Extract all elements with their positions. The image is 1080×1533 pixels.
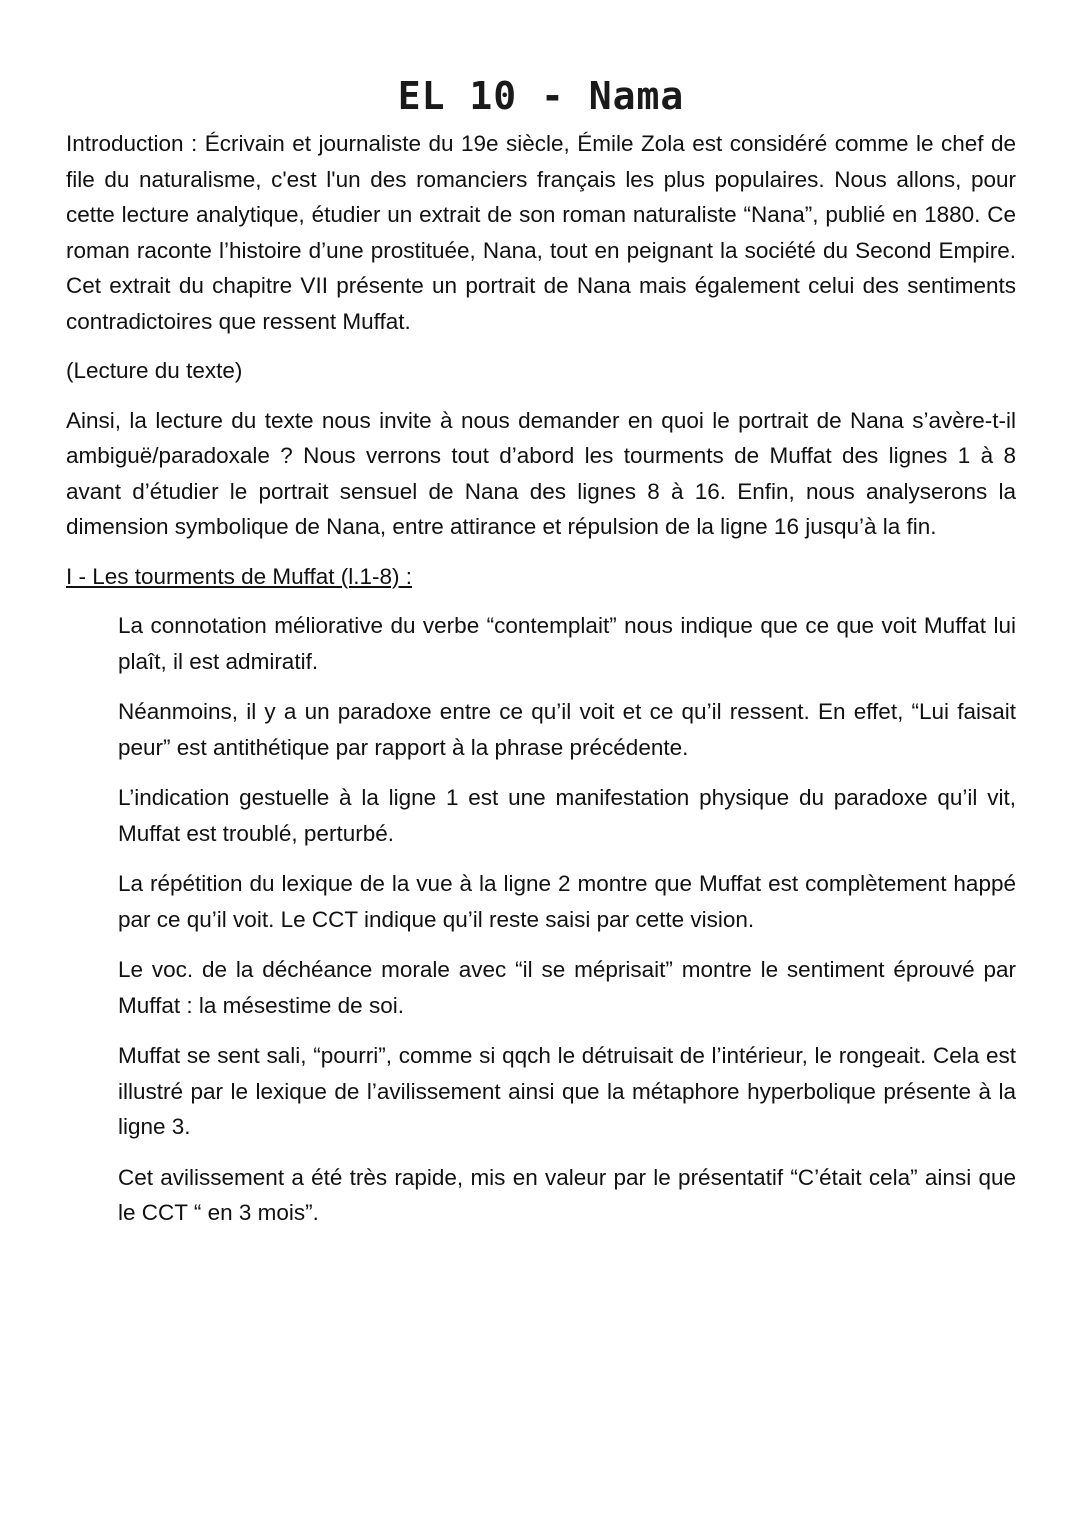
- introduction-paragraph: Introduction : Écrivain et journaliste du 19e siècle, Émile Zola est considéré comme le chef de file du naturalisme, c'est l'un des romanciers français les plus populaires. Nous allons, pour cette lecture analytique, étudier un extrait de son roman naturaliste “Nana”, publié en 1880. Ce roman raconte l’histoire d’une prostituée, Nana, tout en peignant la société du Second Empire. Cet extrait du chapitre VII présente un portrait de Nana mais également celui des sentiments contradictoires que ressent Muffat.: [66, 131, 1016, 334]
- analysis-item: Néanmoins, il y a un paradoxe entre ce qu’il voit et ce qu’il ressent. En effet, “Lui faisait peur” est antithétique par rapport à la phrase précédente.: [118, 699, 1016, 760]
- analysis-item: La connotation méliorative du verbe “contemplait” nous indique que ce que voit Muffat lui plaît, il est admiratif.: [118, 613, 1016, 674]
- problematic-paragraph: Ainsi, la lecture du texte nous invite à nous demander en quoi le portrait de Nana s’avère-t-il ambiguë/paradoxale ? Nous verrons tout d’abord les tourments de Muffat des lignes 1 à 8 avant d’étudier le portrait sensuel de Nana des lignes 8 à 16. Enfin, nous analyserons la dimension symbolique de Nana, entre attirance et répulsion de la ligne 16 jusqu’à la fin.: [66, 407, 1016, 539]
- analysis-item: La répétition du lexique de la vue à la ligne 2 montre que Muffat est complètement happé par ce qu’il voit. Le CCT indique qu’il reste saisi par cette vision.: [118, 871, 1016, 932]
- page-title: EL 10 - Nama: [397, 74, 685, 118]
- section-heading: I - Les tourments de Muffat (l.1-8) :: [66, 563, 412, 589]
- analysis-item: Cet avilissement a été très rapide, mis en valeur par le présentatif “C’était cela” ainsi que le CCT “ en 3 mois”.: [118, 1164, 1016, 1225]
- analysis-item: Le voc. de la déchéance morale avec “il se méprisait” montre le sentiment éprouvé par Muffat : la mésestime de soi.: [118, 957, 1016, 1018]
- section-items: [66, 608, 1016, 1231]
- reading-note: (Lecture du texte): [66, 358, 243, 383]
- analysis-item: Muffat se sent sali, “pourri”, comme si qqch le détruisait de l’intérieur, le rongeait. Cela est illustré par le lexique de l’avilissement ainsi que la métaphore hyperbolique présente à la ligne 3.: [118, 1043, 1016, 1139]
- analysis-item: L’indication gestuelle à la ligne 1 est une manifestation physique du paradoxe qu’il vit, Muffat est troublé, perturbé.: [118, 785, 1016, 846]
